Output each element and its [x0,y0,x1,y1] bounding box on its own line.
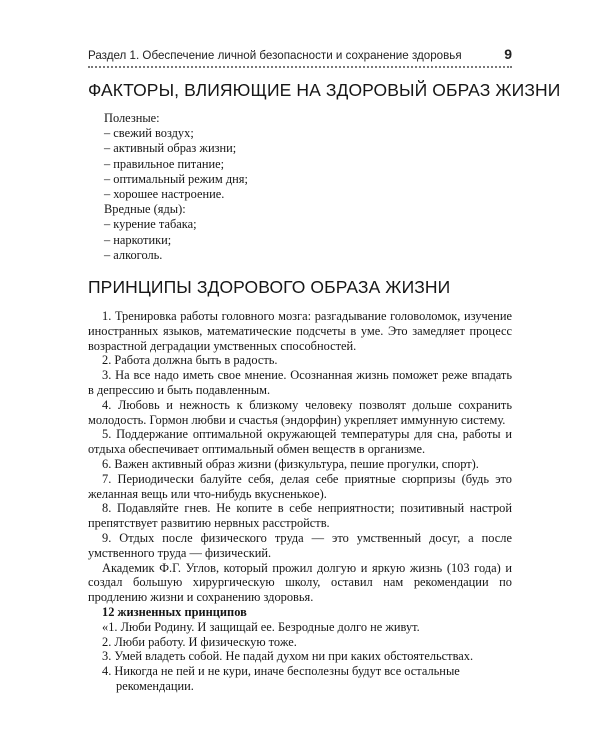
page-content [88,74,561,694]
twelve-principles-heading: 12 жизненных принципов [102,604,247,619]
principle-paragraph: 1. Тренировка работы головного мозга: разгадывание головоломок, изучение иностранных языков, математические подсчеты в уме. Это замедляет процесс возрастной деградации умственных способностей. [88,309,512,353]
twelve-principles-list [88,620,512,694]
list-item: 4. Никогда не пей и не кури, иначе бесполезны будут все остальные рекомендации. [102,664,460,693]
list-item: – хорошее настроение. [104,187,225,202]
list-item: «1. Люби Родину. И защищай ее. Безродные долго не живут. [102,619,420,634]
principle-paragraph: 2. Работа должна быть в радость. [102,353,278,368]
uglov-paragraph: Академик Ф.Г. Углов, который прожил долгую и яркую жизнь (103 года) и создал большую хирургическую школу, оставил нам рекомендации по продлению жизни и сохранению здоровья. [88,560,512,605]
list-item: – свежий воздух; [104,126,194,141]
running-header [88,46,512,62]
principles-body [88,309,512,694]
list-item: – курение табака; [104,217,197,232]
list-item: 2. Люби работу. И физическую тоже. [102,634,297,649]
list-item: – активный образ жизни; [104,141,237,156]
page-number: 9 [504,46,512,62]
list-item: 3. Умей владеть собой. Не падай духом ни при каких обстоятельствах. [102,649,474,664]
list-item: – наркотики; [104,232,172,247]
principle-paragraph: 9. Отдых после физического труда — это умственный досуг, а после умственного труда — физический. [88,530,512,560]
principle-paragraph: 4. Любовь и нежность к близкому человеку позволят дольше сохранить молодость. Гормон любви и счастья (эндорфин) укрепляет иммунную систему. [88,397,512,427]
running-header-section: Раздел 1. Обеспечение личной безопасности и сохранение здоровья [88,49,462,62]
factors-list [104,111,512,263]
header-dotted-rule [88,66,512,68]
list-item: Полезные: [104,111,160,125]
principle-paragraph: 5. Поддержание оптимальной окружающей температуры для сна, работы и отдыха обеспечивает оптимальный обмен веществ в организме. [88,427,512,457]
list-item: – алкоголь. [104,247,163,262]
list-item: – правильное питание; [104,156,225,171]
principle-paragraph: 7. Периодически балуйте себя, делая себе приятные сюрпризы (будь это желанная вещь или что-нибудь вкусненькое). [88,471,512,501]
principle-paragraph: 3. На все надо иметь свое мнение. Осознанная жизнь поможет реже впадать в депрессию и быть подавленным. [88,368,512,398]
list-item: Вредные (яды): [104,202,186,217]
factors-heading: ФАКТОРЫ, ВЛИЯЮЩИЕ НА ЗДОРОВЫЙ ОБРАЗ ЖИЗНИ [88,80,561,100]
list-item: – оптимальный режим дня; [104,171,248,186]
principles-heading: ПРИНЦИПЫ ЗДОРОВОГО ОБРАЗА ЖИЗНИ [88,277,451,298]
principle-paragraph: 6. Важен активный образ жизни (физкультура, пешие прогулки, спорт). [102,457,479,471]
principle-paragraph: 8. Подавляйте гнев. Не копите в себе неприятности; позитивный настрой препятствует развитию нервных расстройств. [88,501,512,531]
